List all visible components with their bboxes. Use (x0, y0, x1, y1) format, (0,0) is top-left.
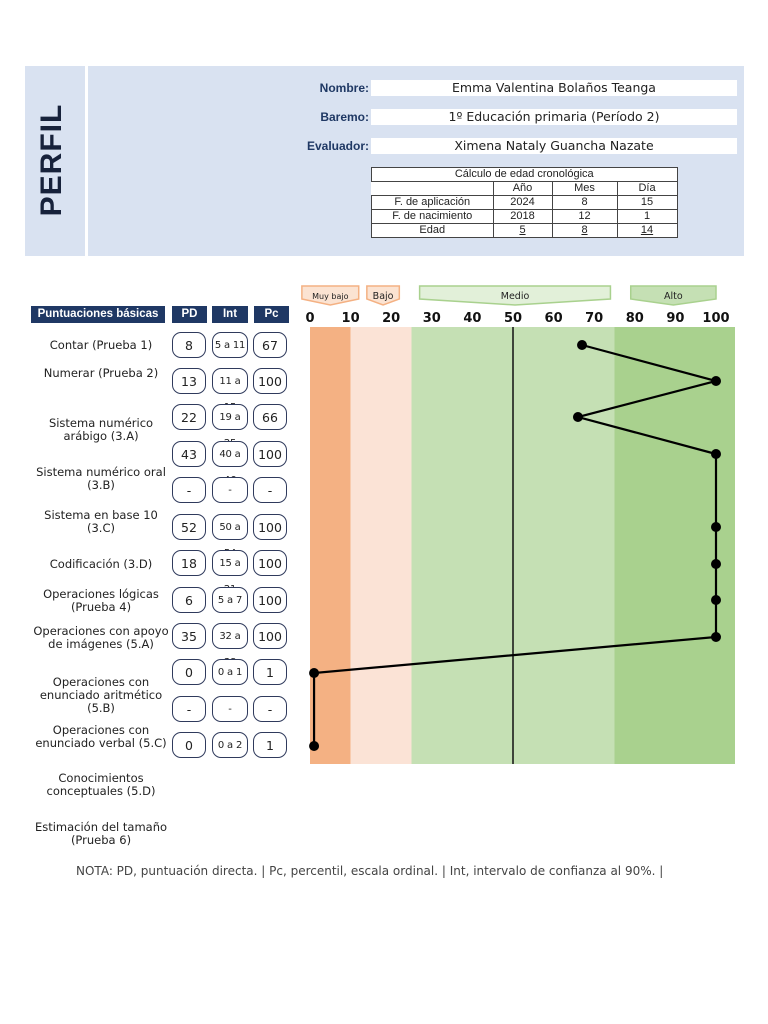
age-cell: 2024 (493, 196, 552, 210)
row-label: Estimación del tamaño (Prueba 6) (34, 820, 168, 847)
pd-value-box: 0 (172, 732, 206, 758)
profile-point (711, 449, 721, 459)
int-value-box: 11 a (212, 368, 248, 394)
age-cell: 15 (617, 196, 677, 210)
pc-value-box: - (253, 696, 287, 722)
row-label: Contar (Prueba 1) (49, 338, 153, 352)
age-cell: 1 (617, 210, 677, 224)
pc-value-box: 100 (253, 368, 287, 394)
page-title: PERFIL (35, 103, 68, 217)
x-tick-label: 40 (463, 311, 482, 326)
int-value-box: 19 a (212, 404, 248, 430)
age-cell: 2018 (493, 210, 552, 224)
int-value-box: 5 a 11 (212, 332, 248, 358)
pc-value-box: 66 (253, 404, 287, 430)
x-tick-label: 70 (585, 311, 604, 326)
profile-point (711, 559, 721, 569)
age-cell: 12 (552, 210, 617, 224)
profile-point (577, 340, 587, 350)
baremo-value: 1º Educación primaria (Período 2) (371, 109, 737, 125)
x-tick-label: 10 (341, 311, 360, 326)
age-col-year: Año (493, 182, 552, 196)
row-label: Sistema en base 10 (3.C) (44, 508, 158, 535)
x-tick-label: 50 (503, 311, 523, 326)
profile-point (711, 376, 721, 386)
row-label: Sistema numérico arábigo (3.A) (48, 416, 154, 443)
x-tick-label: 20 (382, 311, 401, 326)
age-table-title: Cálculo de edad cronológica (372, 168, 678, 182)
pc-value-box: 100 (253, 441, 287, 467)
pd-value-box: 35 (172, 623, 206, 649)
row-label: Codificación (3.D) (49, 557, 153, 571)
int-header: Int (212, 306, 248, 323)
basic-scores-header: Puntuaciones básicas (31, 306, 165, 323)
profile-point (309, 741, 319, 751)
pd-value-box: 0 (172, 659, 206, 685)
x-tick-label: 60 (544, 311, 563, 326)
age-cell: 8 (552, 196, 617, 210)
pd-value-box: 18 (172, 550, 206, 576)
int-value-box: 0 a 1 (212, 659, 248, 685)
age-cell: 5 (493, 224, 552, 238)
pd-value-box: 13 (172, 368, 206, 394)
x-tick-label: 80 (625, 311, 644, 326)
footnote: NOTA: PD, puntuación directa. | Pc, percentil, escala ordinal. | Int, intervalo de confianza al 90%. | (76, 864, 664, 878)
band-bajo (351, 327, 412, 764)
age-row-label: Edad (372, 224, 494, 238)
age-cell: 14 (617, 224, 677, 238)
age-col-month: Mes (552, 182, 617, 196)
pc-value-box: 1 (253, 659, 287, 685)
row-label: Conocimientos conceptuales (5.D) (46, 771, 156, 798)
profile-point (711, 595, 721, 605)
pc-value-box: 100 (253, 623, 287, 649)
pd-header: PD (172, 306, 207, 323)
int-value-box: 50 a (212, 514, 248, 540)
row-label: Sistema numérico oral (3.B) (36, 465, 166, 492)
pc-value-box: 1 (253, 732, 287, 758)
pd-value-box: 8 (172, 332, 206, 358)
band-label: Medio (500, 291, 530, 302)
pc-value-box: 67 (253, 332, 287, 358)
band-label: Muy bajo (312, 292, 349, 301)
int-value-box: - (212, 477, 248, 503)
profile-point (573, 412, 583, 422)
x-tick-label: 100 (702, 311, 730, 326)
pc-header: Pc (254, 306, 289, 323)
band-muy-bajo (310, 327, 351, 764)
profile-point (711, 522, 721, 532)
evaluator-value: Ximena Nataly Guancha Nazate (371, 138, 737, 154)
pd-value-box: 43 (172, 441, 206, 467)
pd-value-box: 6 (172, 587, 206, 613)
pd-value-box: 52 (172, 514, 206, 540)
profile-point (309, 668, 319, 678)
name-value: Emma Valentina Bolaños Teanga (371, 80, 737, 96)
name-label: Nombre: (319, 81, 369, 95)
row-label: Operaciones con enunciado verbal (5.C) (35, 723, 167, 750)
pc-value-box: 100 (253, 587, 287, 613)
pc-value-box: 100 (253, 550, 287, 576)
row-label: Operaciones lógicas (Prueba 4) (43, 587, 159, 614)
x-tick-label: 0 (305, 311, 315, 326)
band-label: Alto (664, 291, 683, 302)
age-col-day: Día (617, 182, 677, 196)
row-label: Operaciones con enunciado aritmético (5.B) (39, 675, 163, 715)
pd-value-box: - (172, 477, 206, 503)
int-value-box: 32 a (212, 623, 248, 649)
x-tick-label: 30 (422, 311, 441, 326)
pc-value-box: - (253, 477, 287, 503)
pc-value-box: 100 (253, 514, 287, 540)
int-value-box: 40 a (212, 441, 248, 467)
row-label: Operaciones con apoyo de imágenes (5.A) (33, 624, 169, 651)
int-value-box: 15 a (212, 550, 248, 576)
age-row-label: F. de nacimiento (372, 210, 494, 224)
row-label: Numerar (Prueba 2) (43, 366, 159, 380)
int-value-box: 5 a 7 (212, 587, 248, 613)
pd-value-box: 22 (172, 404, 206, 430)
evaluator-label: Evaluador: (306, 139, 369, 153)
int-value-box: 0 a 2 (212, 732, 248, 758)
age-cell: 8 (552, 224, 617, 238)
x-tick-label: 90 (666, 311, 685, 326)
pd-value-box: - (172, 696, 206, 722)
profile-point (711, 632, 721, 642)
int-value-box: - (212, 696, 248, 722)
band-label: Bajo (372, 291, 394, 302)
baremo-label: Baremo: (320, 110, 369, 124)
age-row-label: F. de aplicación (372, 196, 494, 210)
